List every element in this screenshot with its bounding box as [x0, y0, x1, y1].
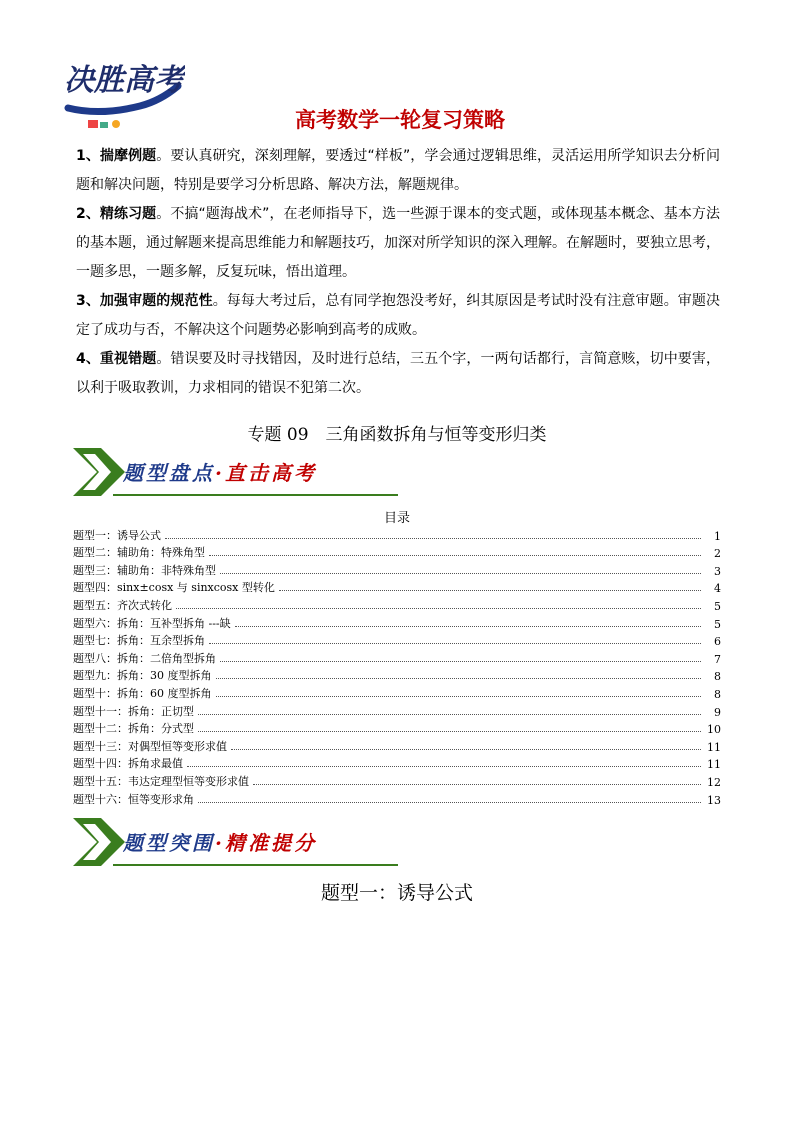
- toc-page: 11: [707, 740, 721, 754]
- toc-leader: [187, 765, 701, 767]
- toc-entry[interactable]: [73, 648, 721, 666]
- banner-breakthrough: [73, 818, 403, 870]
- strategy-body: 。错误要及时寻找错因，及时进行总结，三五个字，一两句话都行，言简意赅，切中要害，以利于吸取教训，力求相同的错误不犯第二次。: [76, 351, 720, 396]
- toc-entry[interactable]: [73, 631, 721, 649]
- toc-leader: [198, 801, 701, 803]
- toc-label: 题型九：拆角：30 度型拆角: [73, 669, 212, 683]
- toc-label: 题型十一：拆角：正切型: [73, 704, 194, 718]
- toc-label: 题型十五：韦达定理型恒等变形求值: [73, 774, 249, 788]
- toc-leader: [216, 695, 702, 697]
- toc-page: 4: [714, 582, 721, 596]
- main-title: 高考数学一轮复习策略: [295, 108, 505, 132]
- toc-label: 题型二：辅助角：特殊角型: [73, 546, 205, 560]
- toc-page: 11: [707, 758, 721, 772]
- toc-page: 5: [714, 617, 721, 631]
- topic-title: 专题 09 三角函数拆角与恒等变形归类: [247, 425, 547, 445]
- toc-leader: [165, 537, 701, 539]
- toc-entry[interactable]: [73, 771, 721, 789]
- toc-entry[interactable]: [73, 719, 721, 737]
- toc-page: 1: [714, 529, 721, 543]
- toc-entry[interactable]: [73, 666, 721, 684]
- toc-entry[interactable]: [73, 789, 721, 807]
- banner-part2: 直击高考: [224, 461, 317, 485]
- strategy-head: 4、重视错题: [76, 351, 157, 367]
- toc-entry[interactable]: [73, 613, 721, 631]
- toc-leader: [231, 748, 701, 750]
- strategy-item: [76, 287, 720, 345]
- toc-page: 7: [714, 652, 721, 666]
- toc-leader: [216, 677, 702, 679]
- toc-entry[interactable]: [73, 701, 721, 719]
- strategy-body: 。不搞“题海战术”，在老师指导下，选一些源于课本的变式题，或体现基本概念、基本方法的基本题，通过解题来提高思维能力和解题技巧，加深对所学知识的深入理解。在解题时，要独立思考，一题多思，一题多解，反复玩味，悟出道理。: [76, 206, 720, 280]
- toc-leader: [253, 783, 701, 785]
- toc-entry[interactable]: [73, 560, 721, 578]
- toc-page: 8: [714, 670, 721, 684]
- strategy-head: 1、揣摩例题: [76, 148, 157, 164]
- strategy-list: [76, 142, 720, 403]
- toc-entry[interactable]: [73, 525, 721, 543]
- toc-label: 题型一：诱导公式: [73, 528, 161, 542]
- toc-entry[interactable]: [73, 754, 721, 772]
- banner-title: [123, 827, 317, 856]
- strategy-head: 2、精练习题: [76, 206, 157, 222]
- toc-page: 13: [707, 793, 721, 807]
- toc-leader: [220, 660, 701, 662]
- toc-leader: [209, 554, 701, 556]
- toc-page: 3: [714, 564, 721, 578]
- toc-label: 题型三：辅助角：非特殊角型: [73, 563, 216, 577]
- banner-sep: ·: [215, 461, 225, 485]
- toc-leader: [235, 625, 701, 627]
- toc-label: 题型十三：对偶型恒等变形求值: [73, 739, 227, 753]
- strategy-item: [76, 345, 720, 403]
- banner-sep: ·: [215, 831, 225, 855]
- toc-leader: [198, 713, 701, 715]
- banner-title: [123, 457, 317, 486]
- banner-part1: 题型突围: [123, 831, 215, 855]
- toc-label: 题型五：齐次式转化: [73, 598, 172, 612]
- toc-label: 题型十：拆角：60 度型拆角: [73, 686, 212, 700]
- toc-label: 题型十四：拆角求最值: [73, 757, 183, 771]
- toc-label: 题型六：拆角：互补型拆角 ---缺: [73, 616, 231, 630]
- strategy-item: [76, 142, 720, 200]
- toc-label: 题型七：拆角：互余型拆角: [73, 634, 205, 648]
- toc-page: 2: [714, 547, 721, 561]
- toc-label: 题型四：sinx±cosx 与 sinxcosx 型转化: [73, 581, 275, 595]
- toc-entry[interactable]: [73, 578, 721, 596]
- toc-page: 10: [707, 723, 721, 737]
- banner-overview: [73, 448, 403, 500]
- banner-part2: 精准提分: [224, 831, 317, 855]
- toc-leader: [209, 642, 701, 644]
- toc-entry[interactable]: [73, 595, 721, 613]
- logo-text: 决胜高考: [64, 63, 184, 98]
- strategy-body: 。每每大考过后，总有同学抱怨没考好，纠其原因是考试时没有注意审题。审题决定了成功与否，不解决这个问题势必影响到高考的成败。: [76, 293, 720, 338]
- table-of-contents: [73, 525, 721, 807]
- toc-label: 题型十六：恒等变形求角: [73, 792, 194, 806]
- toc-page: 9: [714, 705, 721, 719]
- strategy-item: [76, 200, 720, 287]
- toc-leader: [198, 730, 701, 732]
- toc-entry[interactable]: [73, 736, 721, 754]
- toc-page: 12: [707, 775, 721, 789]
- toc-leader: [220, 572, 701, 574]
- section-heading: 题型一：诱导公式: [320, 882, 473, 904]
- toc-entry[interactable]: [73, 543, 721, 561]
- toc-leader: [176, 607, 701, 609]
- toc-heading: 目录: [383, 511, 410, 526]
- toc-page: 6: [714, 635, 721, 649]
- strategy-head: 3、加强审题的规范性: [76, 293, 213, 309]
- toc-leader: [279, 589, 701, 591]
- toc-page: 5: [714, 599, 721, 613]
- banner-part1: 题型盘点: [123, 461, 215, 485]
- toc-label: 题型八：拆角：二倍角型拆角: [73, 651, 216, 665]
- toc-page: 8: [714, 687, 721, 701]
- toc-label: 题型十二：拆角：分式型: [73, 722, 194, 736]
- strategy-body: 。要认真研究，深刻理解，要透过“样板”，学会通过逻辑思维，灵活运用所学知识去分析问题和解决问题，特别是要学习分析思路、解决方法，解题规律。: [76, 148, 720, 193]
- toc-entry[interactable]: [73, 683, 721, 701]
